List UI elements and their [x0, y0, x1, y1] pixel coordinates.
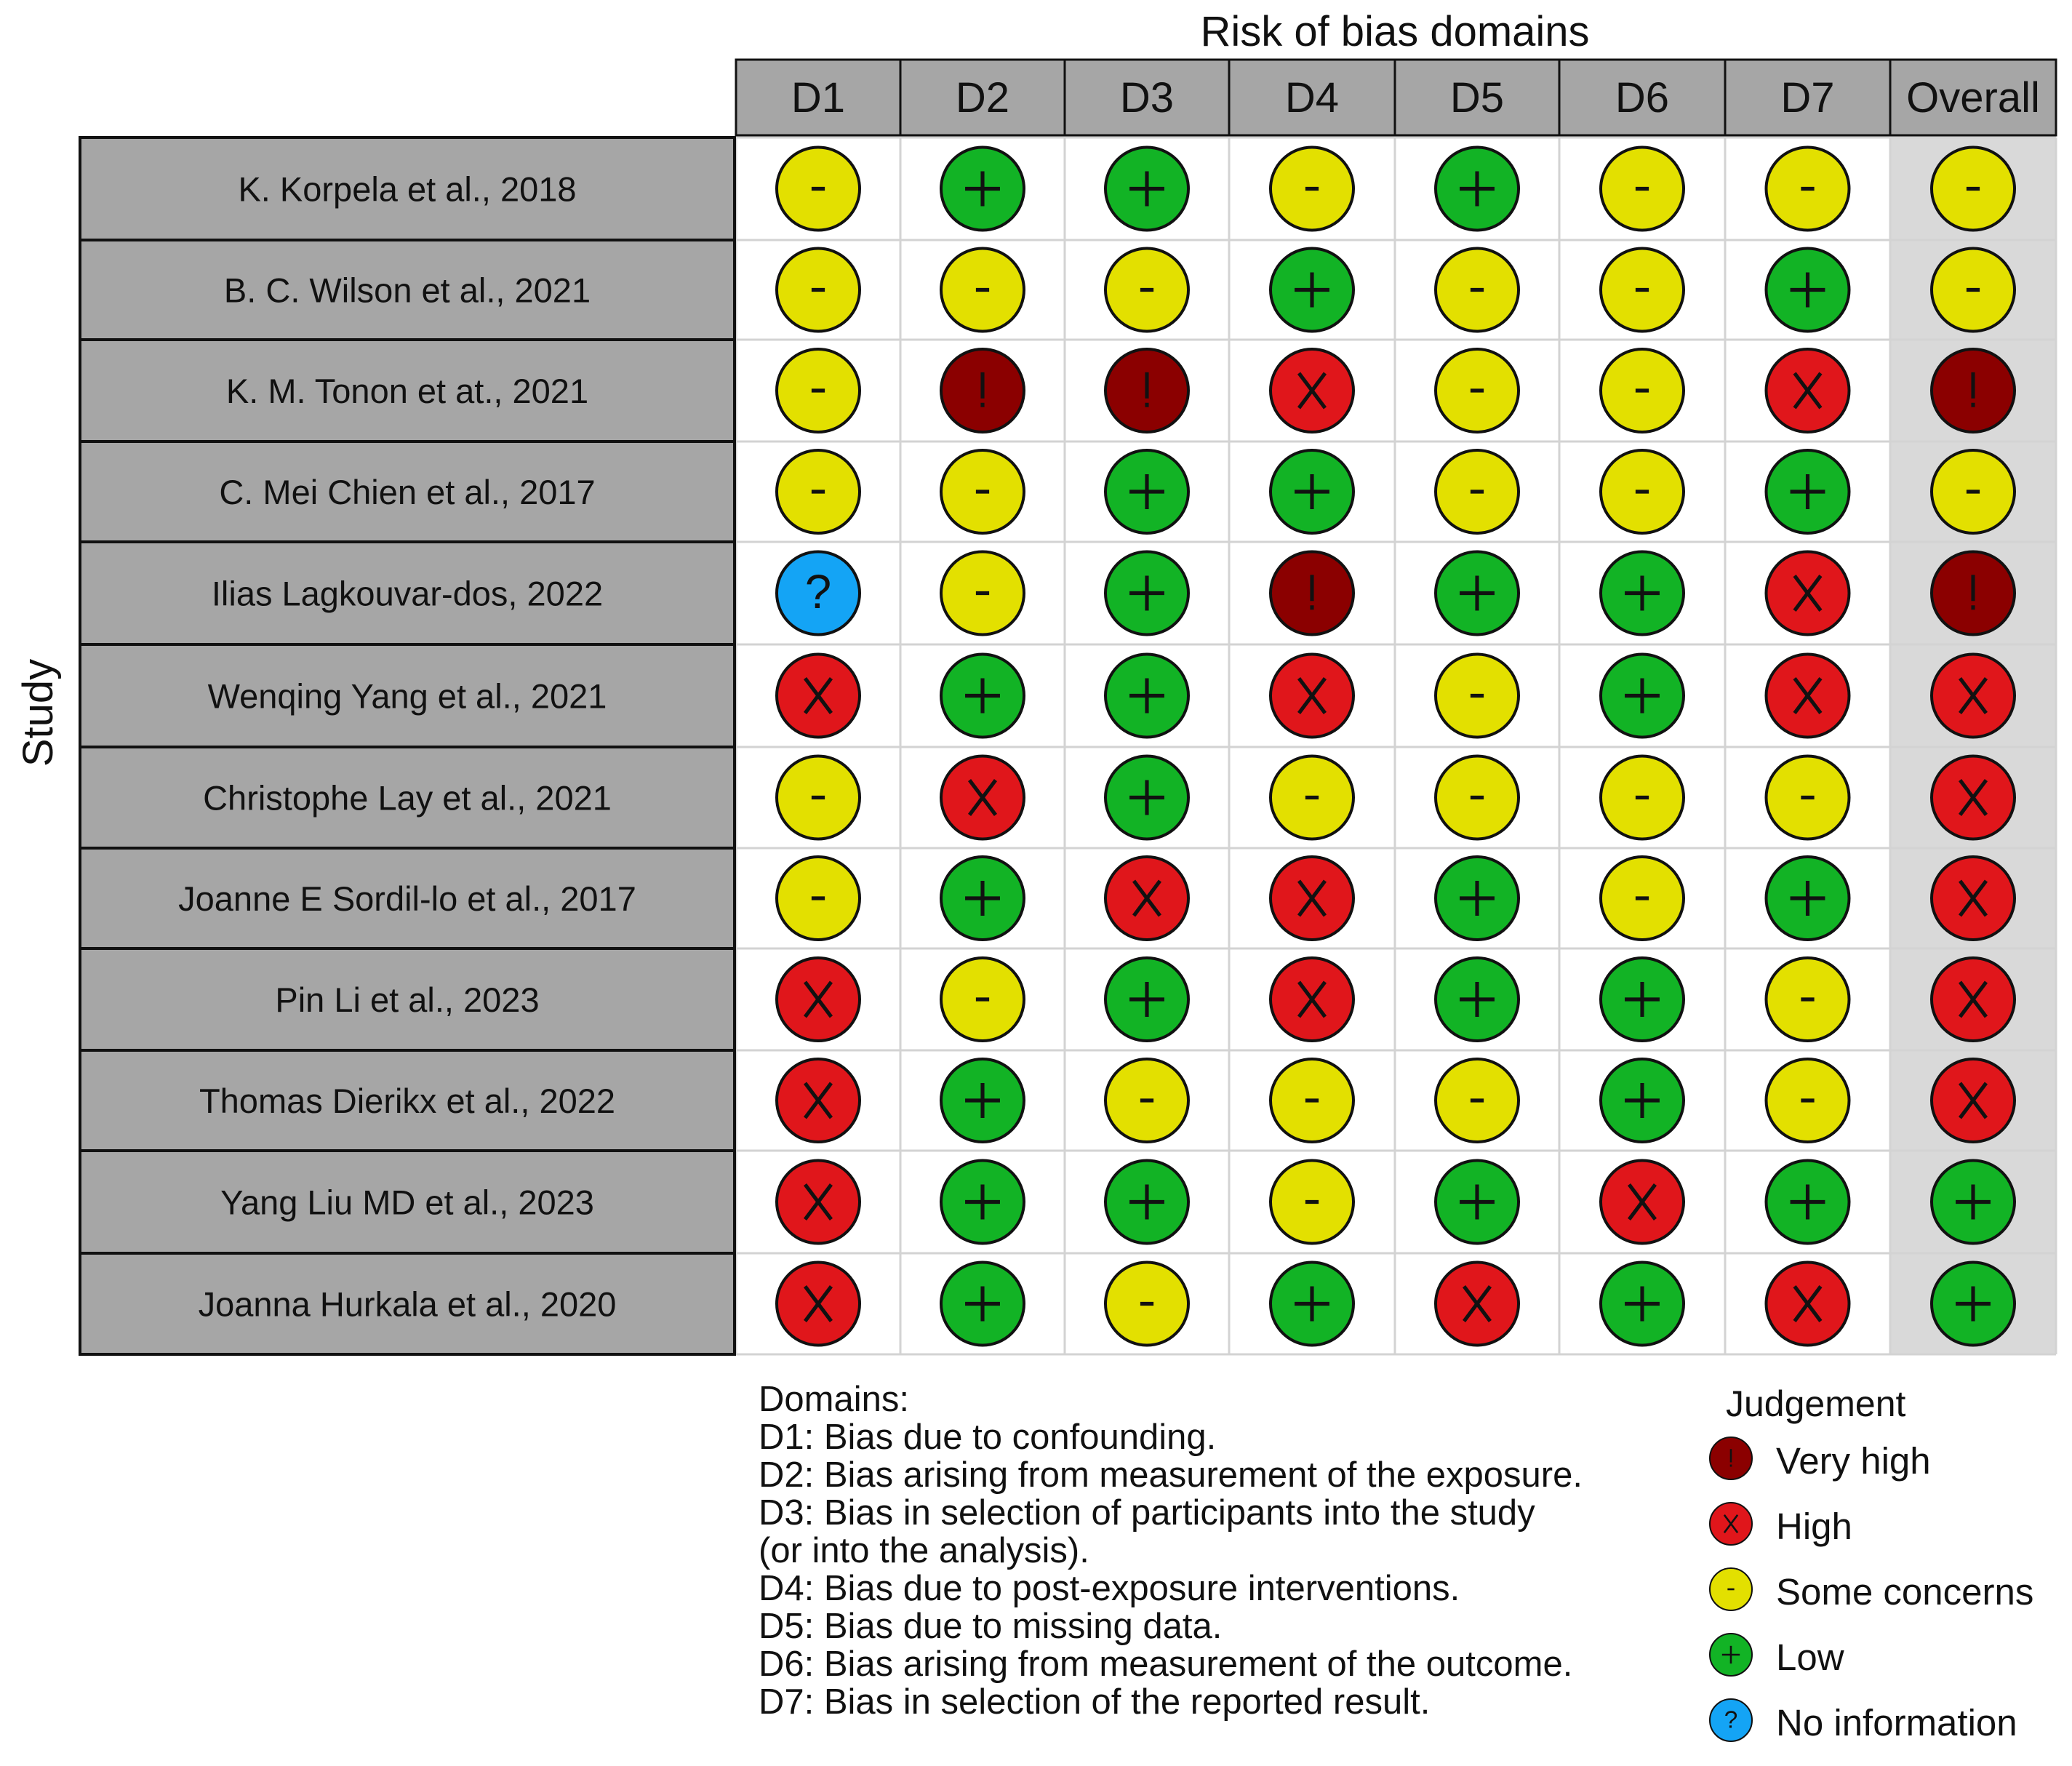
judgement-symbol-low	[941, 1059, 1024, 1142]
judgement-symbol-low	[1601, 1263, 1684, 1346]
judgement-symbol-high	[1767, 655, 1849, 738]
judgement-symbol-low	[1767, 249, 1849, 332]
judgement-symbol-some	[1932, 450, 2015, 533]
judgement-symbol-some	[1767, 1059, 1849, 1142]
judgement-symbol-some	[1436, 1059, 1519, 1142]
judgement-symbol-high	[777, 958, 860, 1041]
judgement-symbol-high	[941, 756, 1024, 839]
judgement-symbol-high	[777, 1263, 860, 1346]
judgement-symbol-some	[1601, 249, 1684, 332]
judgement-symbol-low	[941, 1161, 1024, 1244]
judgement-symbol-low	[1436, 148, 1519, 231]
judgement-symbol-low	[941, 655, 1024, 738]
judgement-symbol-some	[1767, 148, 1849, 231]
judgement-symbol-very-high	[941, 349, 1024, 432]
judgement-symbol-some	[777, 148, 860, 231]
legend-item-some	[1708, 1560, 2071, 1626]
legend-item-label: Very high	[1776, 1440, 1931, 1482]
domain-description: D2: Bias arising from measurement of the exposure.	[759, 1455, 1583, 1495]
legend-item-no-info	[1708, 1691, 2071, 1757]
legend-item-low	[1708, 1626, 2071, 1691]
judgement-symbol-high	[777, 1161, 860, 1244]
judgement-symbol-some	[941, 450, 1024, 533]
judgement-symbol-some	[1436, 349, 1519, 432]
legend-item-label: No information	[1776, 1702, 2017, 1743]
legend-symbol-high	[1710, 1503, 1752, 1545]
judgement-symbol-high	[1932, 756, 2015, 839]
judgement-symbol-some	[1436, 655, 1519, 738]
judgement-symbol-no-info	[777, 552, 860, 635]
column-header-label: D6	[1615, 74, 1670, 121]
judgement-symbol-low	[1436, 857, 1519, 940]
judgement-symbol-some	[1932, 249, 2015, 332]
judgement-symbol-high	[1271, 958, 1353, 1041]
judgement-symbol-low	[1271, 249, 1353, 332]
judgement-symbol-some	[1436, 756, 1519, 839]
judgement-symbol-some	[777, 349, 860, 432]
judgement-symbol-low	[1601, 552, 1684, 635]
domain-description: D1: Bias due to confounding.	[759, 1418, 1217, 1457]
judgement-symbol-some	[1105, 1263, 1188, 1346]
judgement-symbol-high	[1767, 349, 1849, 432]
column-header-label: D4	[1284, 74, 1340, 121]
judgement-symbol-some	[1932, 148, 2015, 231]
judgement-symbol-low	[1436, 958, 1519, 1041]
study-label: Joanne E Sordil-lo et al., 2017	[178, 879, 636, 918]
legend-symbol-some	[1710, 1568, 1752, 1610]
judgement-symbol-no-info-glyph	[805, 565, 831, 618]
judgement-symbol-low	[1105, 450, 1188, 533]
judgement-symbol-low	[1436, 552, 1519, 635]
judgement-symbol-high	[1271, 857, 1353, 940]
judgement-symbol-some	[1105, 1059, 1188, 1142]
domain-description: D7: Bias in selection of the reported result.	[759, 1682, 1431, 1722]
study-label: Christophe Lay et al., 2021	[203, 778, 612, 818]
judgement-symbol-low	[1932, 1263, 2015, 1346]
legend-item-label: High	[1776, 1506, 1852, 1547]
judgement-symbol-high	[1932, 1059, 2015, 1142]
legend-item-label: Some concerns	[1776, 1571, 2034, 1613]
judgement-legend-title: Judgement	[1726, 1383, 1906, 1424]
judgement-symbol-no-info-question-mark: ?	[804, 565, 832, 619]
judgement-symbol-low	[1271, 1263, 1353, 1346]
judgement-symbol-some	[1271, 148, 1353, 231]
domain-description: D3: Bias in selection of participants into the study	[759, 1493, 1535, 1533]
judgement-symbol-some	[1436, 450, 1519, 533]
column-header-label: D7	[1780, 74, 1835, 121]
judgement-symbol-some	[1601, 857, 1684, 940]
judgement-symbol-some	[777, 857, 860, 940]
judgement-symbol-low	[1105, 148, 1188, 231]
judgement-symbol-very-high	[1105, 349, 1188, 432]
judgement-symbol-low	[1271, 450, 1353, 533]
judgement-symbol-low	[1601, 1059, 1684, 1142]
domain-description: (or into the analysis).	[759, 1531, 1089, 1570]
judgement-symbol-low	[1105, 1161, 1188, 1244]
judgement-symbol-high	[1271, 655, 1353, 738]
judgement-symbol-high	[1767, 1263, 1849, 1346]
judgement-symbol-high	[1932, 958, 2015, 1041]
study-label: C. Mei Chien et al., 2017	[219, 473, 596, 511]
judgement-symbol-some	[777, 249, 860, 332]
domain-description: D5: Bias due to missing data.	[759, 1607, 1223, 1646]
judgement-symbol-high	[1436, 1263, 1519, 1346]
study-label: Wenqing Yang et al., 2021	[207, 676, 607, 716]
judgement-symbol-very-high	[1271, 552, 1353, 635]
judgement-symbol-some	[941, 958, 1024, 1041]
judgement-symbol-high	[1767, 552, 1849, 635]
legend-symbol-no-info-question-mark: ?	[1724, 1706, 1738, 1734]
column-header-label: Overall	[1906, 74, 2040, 121]
judgement-symbol-some	[777, 756, 860, 839]
judgement-symbol-low	[1105, 655, 1188, 738]
legend-symbol-no-info-glyph	[1724, 1706, 1738, 1733]
judgement-symbol-low	[1767, 1161, 1849, 1244]
study-label: K. M. Tonon et at., 2021	[225, 372, 589, 410]
judgement-symbol-very-high	[1932, 349, 2015, 432]
domains-legend-title: Domains:	[759, 1380, 909, 1419]
domain-description: D6: Bias arising from measurement of the outcome.	[759, 1645, 1573, 1684]
study-label: K. Korpela et al., 2018	[238, 169, 577, 209]
judgement-symbol-some	[1105, 249, 1188, 332]
legend-item-label: Low	[1776, 1637, 1844, 1678]
study-label: B. C. Wilson et al., 2021	[223, 271, 591, 310]
legend-item-high	[1708, 1495, 2071, 1560]
judgement-symbol-some	[1601, 756, 1684, 839]
judgement-symbol-high	[1932, 857, 2015, 940]
study-label: Yang Liu MD et al., 2023	[220, 1183, 594, 1222]
domains-legend	[759, 1381, 1660, 1721]
y-axis-label: Study	[15, 658, 62, 767]
judgement-symbol-low	[1601, 958, 1684, 1041]
legend-item-very-high	[1708, 1429, 2071, 1495]
judgement-symbol-low	[941, 1263, 1024, 1346]
judgement-symbol-low	[1105, 958, 1188, 1041]
judgement-symbol-low	[1105, 756, 1188, 839]
judgement-symbol-low	[941, 857, 1024, 940]
domain-description: D4: Bias due to post-exposure interventions.	[759, 1569, 1460, 1608]
legend-symbol-no-info	[1710, 1699, 1752, 1741]
judgement-symbol-high	[777, 655, 860, 738]
column-header-label: D5	[1449, 74, 1505, 121]
study-label: Thomas Dierikx et al., 2022	[199, 1082, 616, 1120]
judgement-symbol-low	[1105, 552, 1188, 635]
judgement-symbol-low	[1601, 655, 1684, 738]
study-label: Ilias Lagkouvar-dos, 2022	[211, 574, 604, 613]
judgement-symbol-some	[1767, 756, 1849, 839]
column-header-label: D1	[791, 74, 846, 121]
judgement-symbol-very-high	[1932, 552, 2015, 635]
judgement-symbol-some	[1271, 1059, 1353, 1142]
judgement-symbol-low	[1767, 450, 1849, 533]
judgement-symbol-low	[1932, 1161, 2015, 1244]
judgement-symbol-low	[1436, 1161, 1519, 1244]
chart-title: Risk of bias domains	[1200, 8, 1590, 55]
judgement-symbol-some	[1601, 450, 1684, 533]
judgement-symbol-some	[1601, 349, 1684, 432]
legend-symbol-low	[1710, 1634, 1752, 1676]
judgement-symbol-low	[1767, 857, 1849, 940]
judgement-symbol-high	[1271, 349, 1353, 432]
study-label: Joanna Hurkala et al., 2020	[198, 1284, 617, 1324]
judgement-symbol-some	[941, 552, 1024, 635]
judgement-symbol-some	[1436, 249, 1519, 332]
judgement-symbol-high	[1105, 857, 1188, 940]
judgement-symbol-some	[1767, 958, 1849, 1041]
judgement-symbol-high	[777, 1059, 860, 1142]
judgement-symbol-some	[941, 249, 1024, 332]
column-header-label: D3	[1119, 74, 1175, 121]
judgement-symbol-high	[1601, 1161, 1684, 1244]
study-label: Pin Li et al., 2023	[275, 980, 540, 1019]
judgement-symbol-some	[1271, 1161, 1353, 1244]
column-header-label: D2	[955, 74, 1010, 121]
judgement-symbol-some	[1601, 148, 1684, 231]
judgement-symbol-low	[941, 148, 1024, 231]
judgement-symbol-some	[1271, 756, 1353, 839]
legend-symbol-very-high	[1710, 1437, 1752, 1479]
judgement-legend	[1708, 1378, 2071, 1757]
judgement-symbol-some	[777, 450, 860, 533]
judgement-symbol-high	[1932, 655, 2015, 738]
